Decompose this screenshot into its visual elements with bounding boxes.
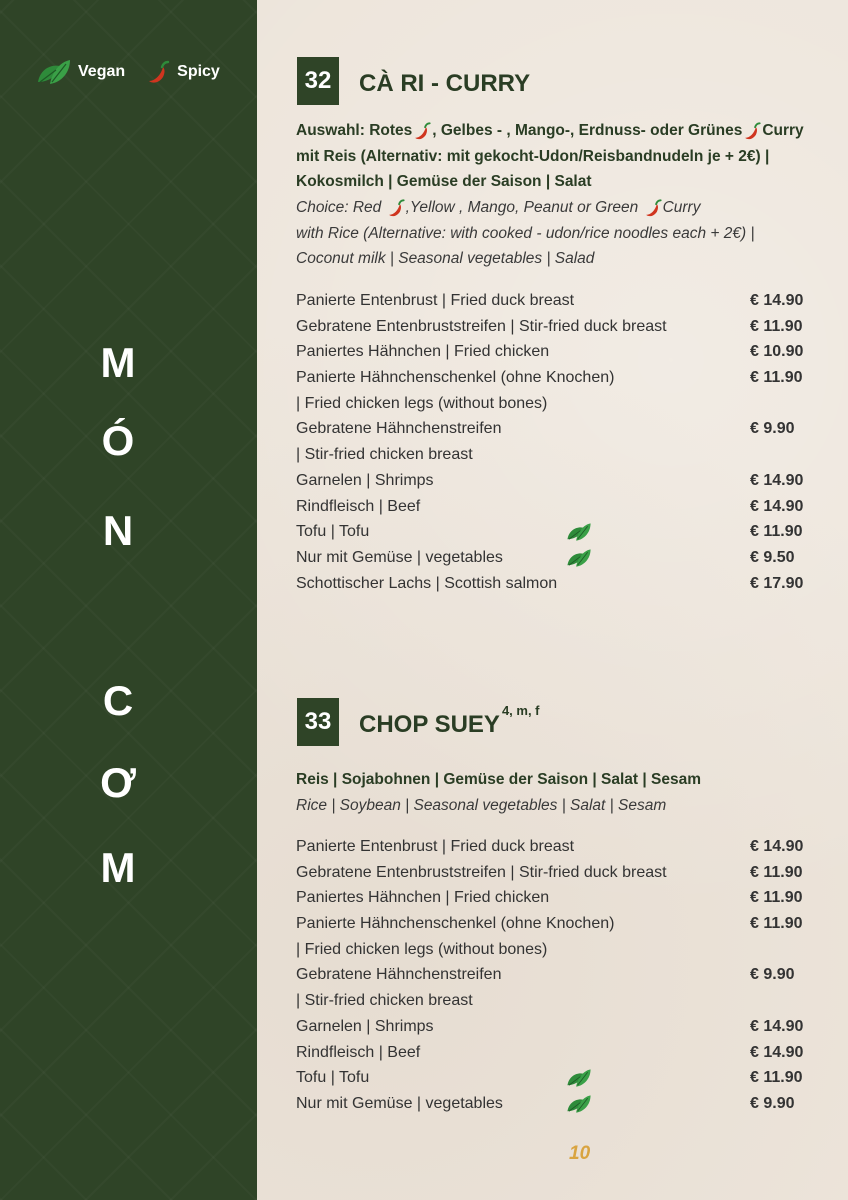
menu-item [296, 519, 811, 545]
menu-item [296, 962, 811, 988]
leaf-icon [566, 521, 592, 543]
item-name: Rindfleisch | Beef [296, 1043, 421, 1061]
item-price: € 11.90 [750, 317, 803, 335]
sidebar-title-letter: C [102, 677, 134, 724]
section-header [297, 57, 530, 105]
spicy-label: Spicy [177, 63, 220, 80]
chili-icon [145, 59, 171, 85]
menu-item [296, 571, 811, 597]
section-description-de: Reis | Sojabohnen | Gemüse der Saison | Salat | Sesam [296, 771, 701, 788]
item-name: Tofu | Tofu [296, 523, 370, 541]
item-price: € 14.90 [750, 1017, 804, 1035]
item-name: Nur mit Gemüse | vegetables [296, 548, 503, 566]
menu-item-continuation [296, 988, 811, 1014]
item-name: Tofu | Tofu [296, 1069, 370, 1087]
leaf-icon [566, 1093, 592, 1115]
item-name: | Stir-fried chicken breast [296, 446, 473, 464]
item-name: Gebratene Entenbruststreifen | Stir-fried duck breast [296, 863, 667, 881]
menu-content [257, 0, 848, 1200]
item-price: € 14.90 [750, 292, 804, 309]
item-name: Panierte Hähnchenschenkel (ohne Knochen) [296, 369, 615, 387]
item-price: € 9.90 [750, 420, 795, 438]
legend-spicy [145, 59, 220, 85]
item-price: € 14.90 [750, 838, 804, 855]
menu-item [296, 860, 811, 886]
chili-icon [742, 121, 762, 141]
desc-text: mit Reis (Alternativ: mit gekocht-Udon/Reisbandnudeln je + 2€) | [296, 147, 770, 165]
leaf-icon [566, 1067, 592, 1089]
item-name: Panierte Entenbrust | Fried duck breast [296, 292, 575, 309]
item-price: € 10.90 [750, 343, 804, 361]
item-price: € 9.90 [750, 1094, 795, 1112]
desc-text: Curry [762, 122, 804, 139]
menu-items [296, 834, 811, 1117]
menu-item [296, 1065, 811, 1091]
section-title-text: CHOP SUEY [359, 711, 500, 738]
item-price: € 9.90 [750, 966, 795, 984]
section-description-en [296, 195, 836, 272]
menu-item [296, 911, 811, 937]
vegan-label: Vegan [78, 63, 126, 80]
desc-text: Auswahl: Rotes [296, 122, 413, 139]
allergen-codes: 4, m, f [501, 703, 540, 718]
section-description-de [296, 118, 836, 195]
item-name: | Stir-fried chicken breast [296, 992, 473, 1010]
leaf-icon [36, 58, 72, 86]
item-name: | Fried chicken legs (without bones) [296, 394, 548, 412]
item-name: Nur mit Gemüse | vegetables [296, 1094, 503, 1112]
sidebar-title-letter: Ơ [100, 759, 136, 806]
item-price: € 11.90 [750, 523, 803, 541]
item-name: Garnelen | Shrimps [296, 1017, 434, 1035]
item-price: € 11.90 [750, 915, 803, 933]
menu-item [296, 468, 811, 494]
item-name: Gebratene Hähnchenstreifen [296, 420, 502, 438]
item-price: € 14.90 [750, 471, 804, 489]
item-price: € 11.90 [750, 889, 803, 907]
section-header [297, 698, 540, 746]
item-price: € 9.50 [750, 548, 795, 566]
menu-item [296, 416, 811, 442]
chili-icon [643, 198, 663, 218]
item-name: Schottischer Lachs | Scottish salmon [296, 574, 558, 592]
item-price: € 14.90 [750, 497, 804, 515]
sidebar-title-letter: M [100, 844, 136, 891]
item-name: Gebratene Hähnchenstreifen [296, 966, 502, 984]
sidebar [0, 0, 257, 1200]
menu-item-continuation [296, 391, 811, 417]
item-price: € 11.90 [750, 369, 803, 387]
menu-item [296, 494, 811, 520]
menu-item-continuation [296, 442, 811, 468]
menu-item [296, 314, 811, 340]
section-description-en: Rice | Soybean | Seasonal vegetables | Salat | Sesam [296, 797, 667, 814]
sidebar-title-letter: Ó [101, 417, 135, 464]
menu-item [296, 288, 811, 314]
legend-vegan [36, 58, 125, 86]
menu-items [296, 288, 811, 596]
item-name: Paniertes Hähnchen | Fried chicken [296, 343, 550, 361]
desc-text: Choice: Red [296, 199, 386, 216]
menu-item [296, 1014, 811, 1040]
page-number: 10 [569, 1143, 591, 1164]
item-name: Rindfleisch | Beef [296, 497, 421, 515]
item-name: Panierte Hähnchenschenkel (ohne Knochen) [296, 915, 615, 933]
section-number: 32 [297, 57, 339, 105]
section-title: CÀ RI - CURRY [359, 70, 531, 97]
chili-icon [386, 198, 406, 218]
desc-text: Kokosmilch | Gemüse der Saison | Salat [296, 173, 592, 191]
legend [36, 58, 240, 86]
item-price: € 11.90 [750, 1069, 803, 1087]
leaf-icon [566, 547, 592, 569]
desc-text: Coconut milk | Seasonal vegetables | Salad [296, 250, 595, 268]
sidebar-title-letter: M [100, 339, 136, 386]
section-number: 33 [297, 698, 339, 746]
menu-item [296, 545, 811, 571]
menu-item [296, 1040, 811, 1066]
item-name: Garnelen | Shrimps [296, 471, 434, 489]
item-price: € 11.90 [750, 863, 803, 881]
item-price: € 14.90 [750, 1043, 804, 1061]
desc-text: ,Yellow , Mango, Peanut or Green [405, 199, 643, 216]
item-name: Paniertes Hähnchen | Fried chicken [296, 889, 550, 907]
menu-item [296, 339, 811, 365]
menu-item-continuation [296, 937, 811, 963]
desc-text: , Gelbes - , Mango-, Erdnuss- oder Grünes [432, 122, 743, 139]
item-price: € 17.90 [750, 574, 804, 592]
menu-item [296, 834, 811, 860]
item-name: Panierte Entenbrust | Fried duck breast [296, 838, 575, 855]
section-title [359, 703, 540, 739]
desc-text: with Rice (Alternative: with cooked - udon/rice noodles each + 2€) | [296, 224, 755, 242]
chili-icon [412, 121, 432, 141]
desc-text: Curry [662, 199, 701, 216]
sidebar-title-letter: N [102, 507, 134, 554]
item-name: Gebratene Entenbruststreifen | Stir-fried duck breast [296, 317, 667, 335]
item-name: | Fried chicken legs (without bones) [296, 940, 548, 958]
menu-item [296, 365, 811, 391]
menu-item [296, 885, 811, 911]
menu-item [296, 1091, 811, 1117]
